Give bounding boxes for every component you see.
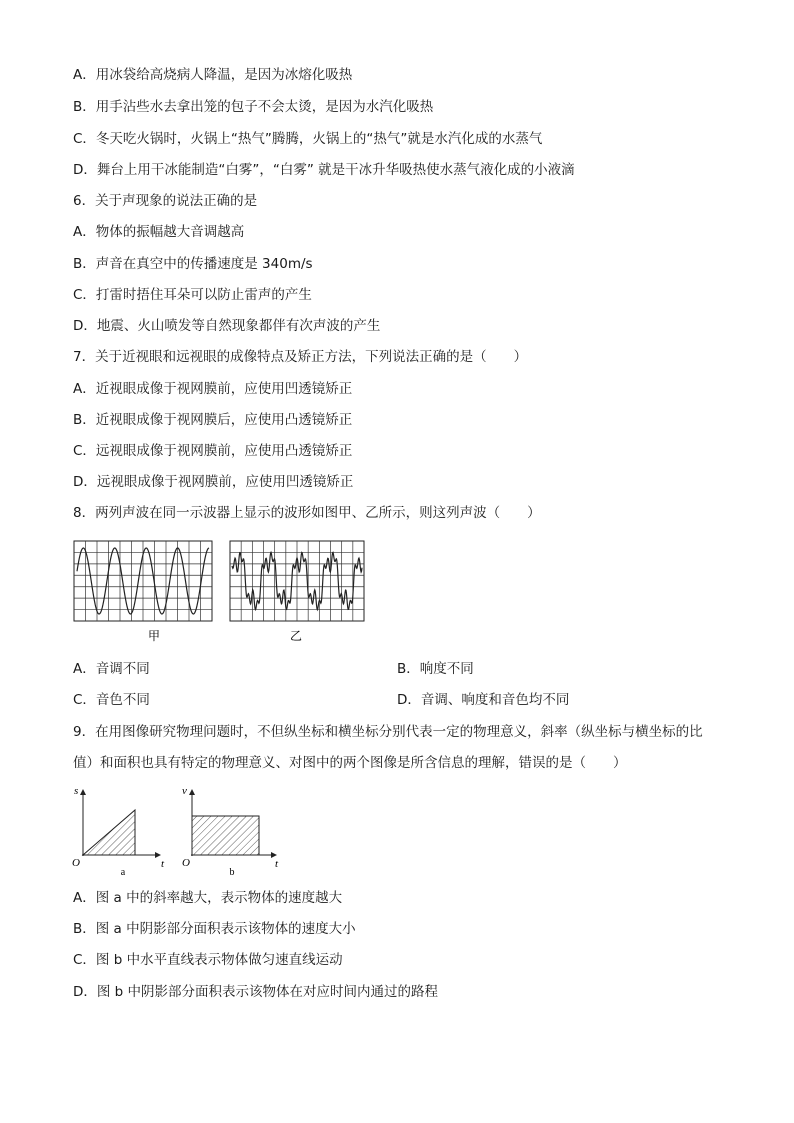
q5-option-b: B．用手沾些水去拿出笼的包子不会太烫，是因为水汽化吸热 [73,99,434,115]
graph-a-xlabel: t [161,858,165,870]
q8-stem: 8．两列声波在同一示波器上显示的波形如图甲、乙所示，则这列声波（ ） [73,505,541,521]
figure-label-jia: 甲 [147,629,161,643]
q9-stem-line-1: 9．在用图像研究物理问题时，不但纵坐标和横坐标分别代表一定的物理意义，斜率（纵坐标与横坐标的比 [73,724,703,740]
q6-option-c: C．打雷时捂住耳朵可以防止雷声的产生 [73,287,312,303]
graph-b-xlabel: t [275,858,279,870]
motion-graphs-figure [68,782,288,880]
graph-b-caption: b [229,867,235,878]
graph-a-ylabel: s [74,785,79,797]
q7-option-a: A．近视眼成像于视网膜前，应使用凹透镜矫正 [73,381,353,397]
q9-stem-line-2: 值）和面积也具有特定的物理意义、对图中的两个图像是所含信息的理解，错误的是（ ） [73,755,627,771]
q6-option-b: B．声音在真空中的传播速度是 340m/s [73,256,313,272]
graph-a [72,785,165,878]
q5-option-a: A．用冰袋给高烧病人降温，是因为冰熔化吸热 [73,67,353,83]
graph-a-shaded-area [83,810,135,855]
figure-label-yi: 乙 [289,629,303,643]
graph-b-origin: O [182,857,190,869]
q8-option-d: D．音调、响度和音色均不同 [397,692,570,708]
q6-stem: 6．关于声现象的说法正确的是 [73,193,258,209]
q6-option-d: D．地震、火山喷发等自然现象都伴有次声波的产生 [73,318,381,334]
q9-option-d: D．图 b 中阴影部分面积表示该物体在对应时间内通过的路程 [73,984,439,1000]
graph-b-ylabel: v [182,785,187,797]
q7-option-b: B．近视眼成像于视网膜后，应使用凸透镜矫正 [73,412,353,428]
q8-option-c: C．音色不同 [73,692,150,708]
q8-option-a: A．音调不同 [73,661,150,677]
q5-option-c: C．冬天吃火锅时，火锅上“热气”腾腾，火锅上的“热气”就是水汽化成的水蒸气 [73,131,543,147]
q7-option-c: C．远视眼成像于视网膜前，应使用凸透镜矫正 [73,443,353,459]
graph-a-origin: O [72,857,80,869]
q7-option-d: D．远视眼成像于视网膜前，应使用凹透镜矫正 [73,474,354,490]
q8-option-b: B．响度不同 [397,661,474,677]
graph-b [182,785,279,878]
graph-b-shaded-area [192,816,259,855]
graph-a-caption: a [120,867,126,878]
q9-option-b: B．图 a 中阴影部分面积表示该物体的速度大小 [73,921,356,937]
q7-stem: 7．关于近视眼和远视眼的成像特点及矫正方法，下列说法正确的是（ ） [73,349,528,365]
q5-option-d: D．舞台上用干冰能制造“白雾”，“白雾” 就是干冰升华吸热使水蒸气液化成的小液滴 [73,162,575,178]
oscilloscope-grid-yi [230,541,364,621]
q9-option-a: A．图 a 中的斜率越大，表示物体的速度越大 [73,890,343,906]
q9-option-c: C．图 b 中水平直线表示物体做匀速直线运动 [73,952,343,968]
oscilloscope-figure [70,538,370,646]
q6-option-a: A．物体的振幅越大音调越高 [73,224,245,240]
